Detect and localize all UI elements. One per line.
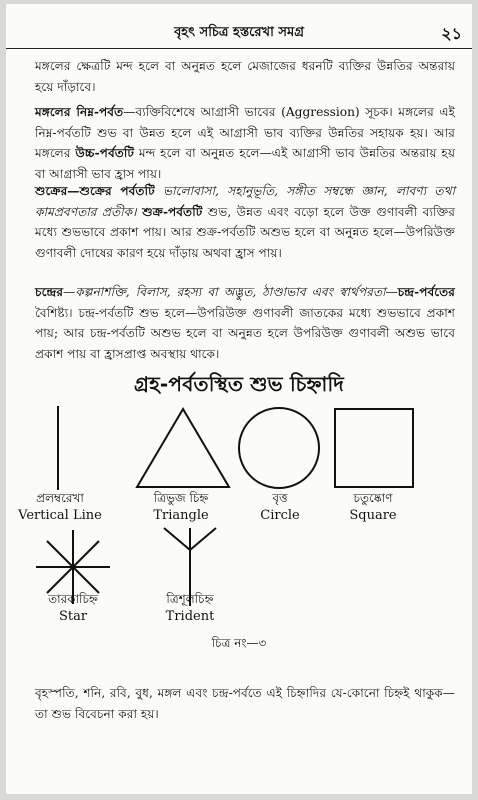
square-icon [334, 408, 414, 488]
sign-name-en: Star [58, 609, 88, 624]
sign-name-en: Square [349, 508, 397, 523]
sign-name-bn: ত্রিশূলচিহ্ন [166, 592, 214, 606]
section-title: গ্রহ-পর্বতস্থিত শুভ চিহ্নাদি [134, 372, 344, 396]
moon-qualities: —কল্পনাশক্তি, বিলাস, রহস্য বা অদ্ভুত, ঠাণ্ডাভাব এবং স্বার্থপরতা— [63, 285, 398, 299]
sign-label-square [323, 489, 423, 525]
sign-label-trident [140, 590, 240, 626]
lower-mars-text-b: মন্দ হলে বা অনুন্নত হলে—এই আগ্রাসী ভাব উন্নতির অন্তরায় হয় বা আগ্রাসী ভাব হ্রাস পায়। [35, 146, 455, 182]
venus-qualities: ভালোবাসা, সহানুভূতি, সঙ্গীত সম্বন্ধে জ্ঞান, লাবণ্য তথা কামপ্রবণতার প্রতীক। [35, 184, 456, 219]
paragraph-moon [35, 282, 455, 365]
lower-mars-heading: মঙ্গলের নিম্ন-পর্বত [35, 105, 124, 119]
triangle-icon [136, 408, 230, 488]
sign-name-bn: তারকাচিহ্ন [48, 592, 98, 606]
sign-name-bn: ত্রিভুজ চিহ্ন [153, 491, 209, 505]
sign-label-circle [230, 489, 330, 525]
figure-caption: চিত্র নং—৩ [211, 636, 267, 650]
paragraph-venus [35, 181, 455, 264]
paragraph-conclusion: বৃহস্পতি, শনি, রবি, বুধ, মঙ্গল এবং চন্দ্র-পর্বতে এই চিহ্নাদির যে-কোনো চিহ্নই থাকুক—তা শুভ বিবেচনা করা হয়। [35, 686, 455, 721]
sign-name-en: Circle [260, 508, 300, 523]
paragraph-mars-mount-end: মঙ্গলের ক্ষেত্রটি মন্দ হলে বা অনুন্নত হলে মেজাজের ধরনটি ব্যক্তির উন্নতির অন্তরায় হয়ে দাঁড়াবে। [35, 59, 455, 94]
vertical-line-icon [48, 406, 68, 490]
venus-heading: শুক্রের—শুক্রের পর্বতটি [35, 184, 155, 198]
paragraph-lower-mars [35, 102, 455, 185]
sign-name-bn: প্রলম্বরেখা [36, 491, 84, 505]
lower-mars-text-a: —ব্যক্তিবিশেষে আগ্রাসী ভাবের (Aggression) সূচক। মঙ্গলের এই নিম্ন-পর্বতটি শুভ বা উন্নত হলে এই আগ্রাসী ভাব ব্যক্তির উন্নতির সহায়ক হয়। আর মঙ্গলের [35, 105, 456, 161]
running-title: বৃহৎ সচিত্র হস্তরেখা সমগ্র [174, 25, 304, 40]
sign-name-en: Vertical Line [18, 508, 102, 523]
sign-label-star [23, 590, 123, 626]
moon-mount-term: চন্দ্র-পর্বতের [397, 285, 455, 299]
venus-mount-term: শুক্র-পর্বতটি [136, 204, 203, 219]
book-page [6, 4, 472, 794]
sign-name-bn: বৃত্ত [272, 491, 288, 505]
sign-name-en: Trident [165, 609, 215, 624]
circle-icon [237, 406, 321, 490]
venus-text: শুভ, উন্নত এবং বড়ো হলে উক্ত গুণাবলী ব্যক্তির মধ্যে শুভভাবে প্রকাশ পায়। আর শুক্র-পর্বতটি অশুভ হলে বা অনুন্নত হলে—উপরিউক্ত গুণাবলী দোষের কারণ হয়ে দাঁড়ায় অথবা হ্রাস পায়। [35, 204, 456, 261]
sign-name-en: Triangle [153, 508, 209, 523]
sign-name-bn: চতুষ্কোণ [353, 491, 393, 505]
sign-label-vertical-line [10, 489, 110, 525]
sign-label-triangle [131, 489, 231, 525]
moon-text: বৈশিষ্ট্য। চন্দ্র-পর্বতটি শুভ হলে—উপরিউক্ত গুণাবলী জাতকের মধ্যে শুভভাবে প্রকাশ পায়; আর চন্দ্র-পর্বতটি অশুভ হলে বা অনুন্নত হলে উপরিউক্ত গুণাবলী অশুভ ভাবে প্রকাশ পায় বা হ্রাসপ্রাপ্ত অবস্থায় থাকে। [35, 305, 455, 362]
moon-heading: চন্দ্রের [35, 285, 64, 299]
page-number: ২১ [441, 24, 462, 43]
upper-mars-term: উচ্চ-পর্বতটি [75, 146, 135, 161]
page-header [6, 22, 472, 49]
